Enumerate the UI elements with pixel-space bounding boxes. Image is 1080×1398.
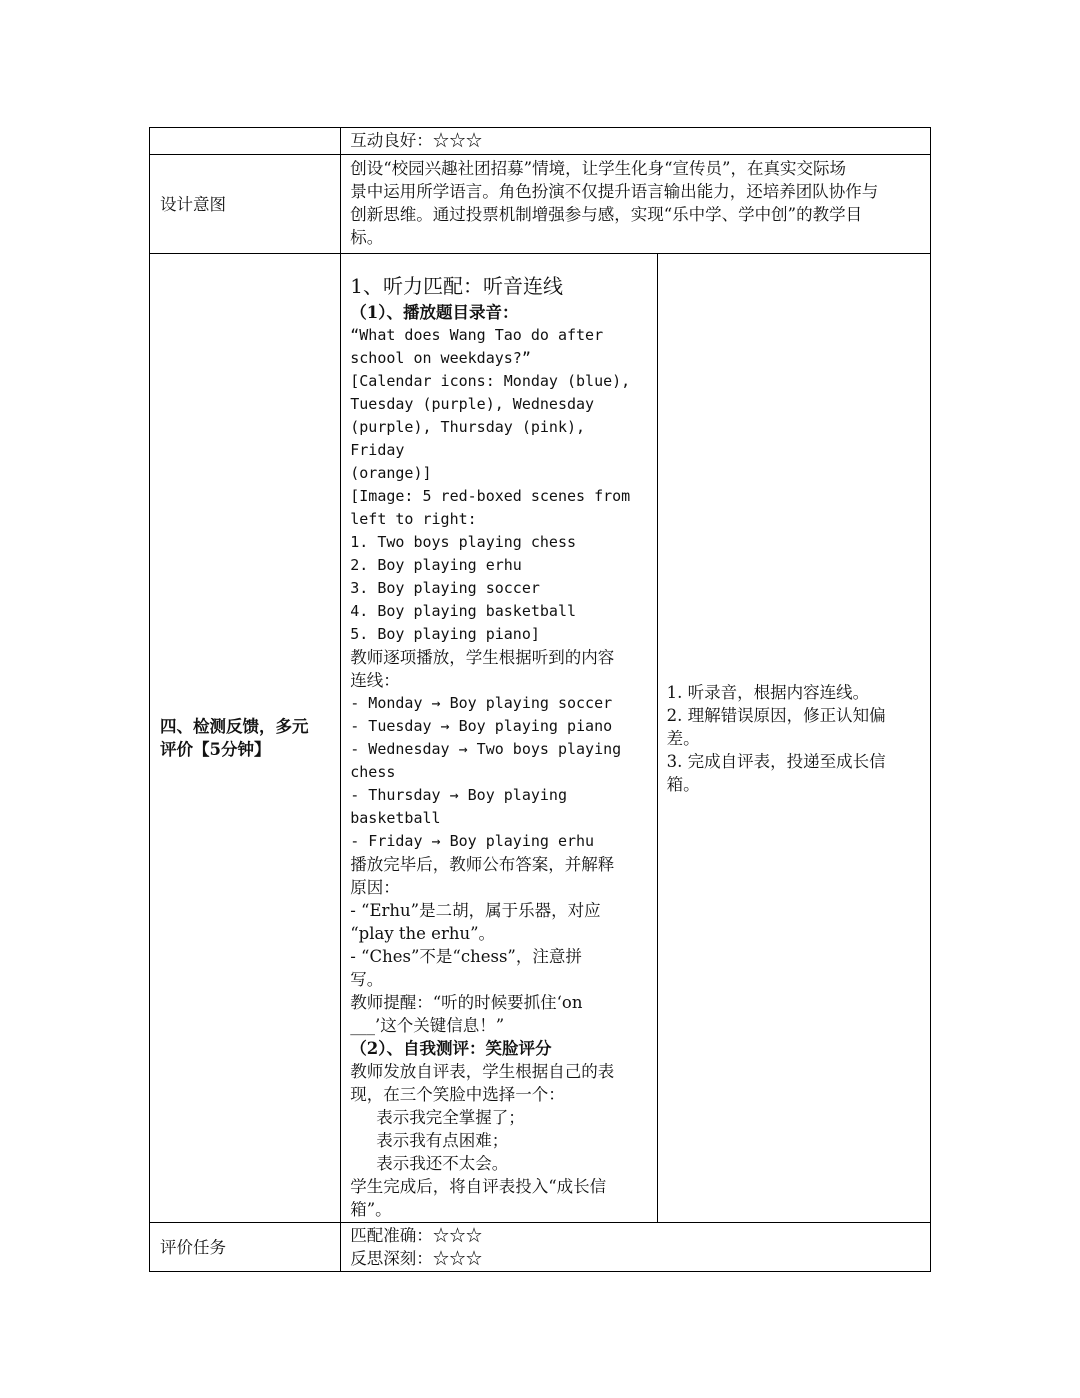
activity-line: “play the erhu”。 xyxy=(350,924,496,943)
activity-line: 连线： xyxy=(350,671,400,690)
check-feedback-label xyxy=(150,254,341,1223)
student-activity xyxy=(657,254,930,1223)
activity-line: chess xyxy=(350,763,396,781)
student-line: 差。 xyxy=(666,728,700,748)
activity-line: 3. Boy playing soccer xyxy=(350,579,540,597)
activity-line: 教师提醒：“听的时候要抓住‘on xyxy=(350,993,583,1012)
face-option: 表示我还不太会。 xyxy=(376,1154,509,1173)
row-evaluation xyxy=(150,1223,931,1272)
activity-line: 箱”。 xyxy=(350,1200,392,1219)
evaluation-line: 反思深刻：☆☆☆ xyxy=(350,1249,483,1268)
activity-line: [Image: 5 red-boxed scenes from xyxy=(350,487,631,505)
design-intent-line: 创新思维。通过投票机制增强参与感，实现“乐中学、学中创”的教学目 xyxy=(350,205,863,224)
row-design-intent xyxy=(150,155,931,254)
evaluation-line: 匹配准确：☆☆☆ xyxy=(350,1226,483,1245)
activity-line: basketball xyxy=(350,809,441,827)
activity-line: “What does Wang Tao do after xyxy=(350,326,604,344)
activity-line: - “Erhu”是二胡，属于乐器，对应 xyxy=(350,901,601,920)
evaluation-label: 评价任务 xyxy=(150,1223,341,1272)
student-line: 3. 完成自评表，投递至成长信 xyxy=(666,751,886,771)
activity-line: 现，在三个笑脸中选择一个： xyxy=(350,1085,565,1104)
activity-line: - Monday → Boy playing soccer xyxy=(350,694,613,712)
face-option: 表示我有点困难； xyxy=(376,1131,509,1150)
activity-line: - Wednesday → Two boys playing xyxy=(350,740,622,758)
activity-line: left to right: xyxy=(350,510,477,528)
activity-line: - “Ches”不是“chess”，注意拼 xyxy=(350,947,582,966)
activity-line: 教师发放自评表，学生根据自己的表 xyxy=(350,1062,615,1081)
row-interaction-label xyxy=(150,128,341,155)
activity-line: [Calendar icons: Monday (blue), xyxy=(350,372,631,390)
sub-heading-1: （1）、播放题目录音： xyxy=(350,303,519,322)
evaluation-content xyxy=(341,1223,931,1272)
design-intent-line: 景中运用所学语言。角色扮演不仅提升语言输出能力，还培养团队协作与 xyxy=(350,182,879,201)
design-intent-content xyxy=(341,155,931,254)
activity-line: (purple), Thursday (pink), Friday xyxy=(350,418,595,459)
row-check-feedback xyxy=(150,254,931,1223)
student-line: 1. 听录音，根据内容连线。 xyxy=(666,682,870,702)
activity-line: 1. Two boys playing chess xyxy=(350,533,577,551)
activity-line: 写。 xyxy=(350,970,384,989)
teacher-activity xyxy=(341,254,657,1223)
activity-line: 原因： xyxy=(350,878,400,897)
interaction-rating-text: 互动良好：☆☆☆ xyxy=(350,131,483,150)
lesson-plan-page xyxy=(149,127,931,1272)
row-interaction xyxy=(150,128,931,155)
activity-line: - Friday → Boy playing erhu xyxy=(350,832,595,850)
activity-line: - Thursday → Boy playing xyxy=(350,786,567,804)
design-intent-line: 创设“校园兴趣社团招募”情境，让学生化身“宣传员”，在真实交际场 xyxy=(350,159,846,178)
sub-heading-2: （2）、自我测评：笑脸评分 xyxy=(350,1039,552,1058)
face-option: 表示我完全掌握了； xyxy=(376,1108,525,1127)
activity-line: ___’这个关键信息！” xyxy=(350,1016,505,1035)
activity-line: 播放完毕后，教师公布答案，并解释 xyxy=(350,855,615,874)
check-feedback-label-line: 评价【5分钟】 xyxy=(160,740,271,759)
check-feedback-label-line: 四、检测反馈，多元 xyxy=(160,717,309,736)
design-intent-line: 标。 xyxy=(350,228,384,247)
interaction-rating xyxy=(341,128,931,155)
design-intent-label: 设计意图 xyxy=(150,155,341,254)
activity-line: 5. Boy playing piano] xyxy=(350,625,540,643)
student-line: 箱。 xyxy=(666,774,700,794)
activity-line: 2. Boy playing erhu xyxy=(350,556,522,574)
activity-line: school on weekdays?” xyxy=(350,349,531,367)
activity-line: Tuesday (purple), Wednesday xyxy=(350,395,595,413)
activity-line: - Tuesday → Boy playing piano xyxy=(350,717,613,735)
listening-heading: 1、听力匹配：听音连线 xyxy=(350,274,563,298)
student-line: 2. 理解错误原因，修正认知偏 xyxy=(666,705,886,725)
lesson-plan-table xyxy=(149,127,931,1272)
activity-line: (orange)] xyxy=(350,464,432,482)
activity-line: 学生完成后，将自评表投入“成长信 xyxy=(350,1177,607,1196)
activity-line: 4. Boy playing basketball xyxy=(350,602,577,620)
activity-line: 教师逐项播放，学生根据听到的内容 xyxy=(350,648,615,667)
